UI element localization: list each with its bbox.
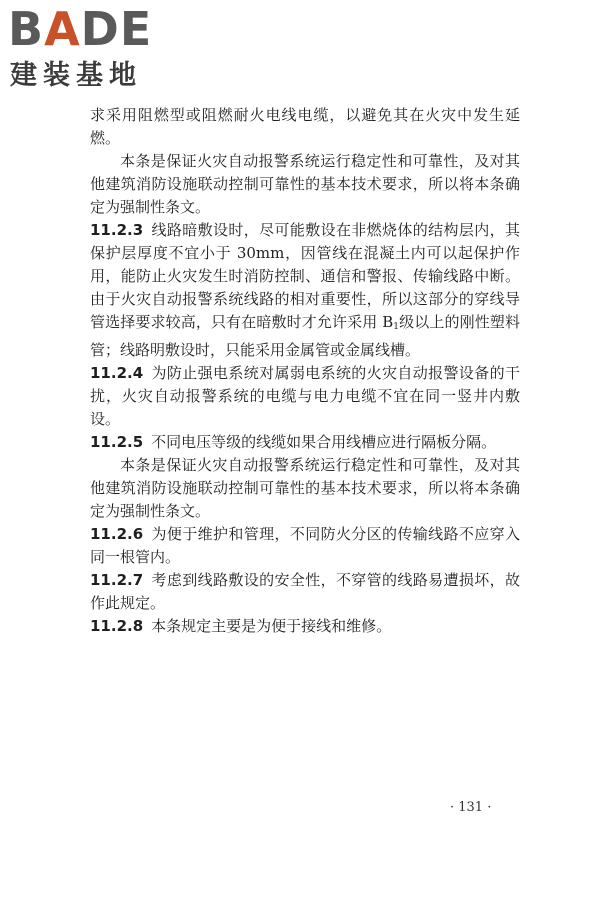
clause-number: 11.2.4 bbox=[90, 364, 144, 382]
clause-text: 不同电压等级的线缆如果合用线槽应进行隔板分隔。 bbox=[151, 433, 497, 451]
clause-number: 11.2.3 bbox=[90, 221, 144, 239]
clause-text: 线路暗敷设时，尽可能敷设在非燃烧体的结构层内，其保护层厚度不宜小于 30mm，因管线在混凝土内可以起保护作用，能防止火灾发生时消防控制、通信和警报、传输线路中断。由于火灾自动报警系统线路的相对重要性，所以这部分的穿线导管选择要求较高，只有在暗敷时才允许采用 B bbox=[90, 221, 520, 331]
clause-text: 为防止强电系统对属弱电系统的火灾自动报警设备的干扰，火灾自动报警系统的电缆与电力电缆不宜在同一竖井内敷设。 bbox=[90, 364, 520, 428]
subscript-grade: 1 bbox=[393, 322, 399, 332]
clause-text: 本条规定主要是为便于接线和维修。 bbox=[151, 617, 392, 635]
clause-number: 11.2.7 bbox=[90, 571, 144, 589]
clause-number: 11.2.6 bbox=[90, 525, 144, 543]
clause-11-2-5 bbox=[90, 431, 520, 454]
logo-wordmark bbox=[8, 4, 152, 54]
paragraph-explanation bbox=[90, 150, 520, 219]
paragraph-text: 本条是保证火灾自动报警系统运行稳定性和可靠性，及对其他建筑消防设施联动控制可靠性的基本技术要求，所以将本条确定为强制性条文。 bbox=[90, 152, 520, 216]
page-number: · 131 · bbox=[450, 800, 492, 815]
clause-number: 11.2.5 bbox=[90, 433, 144, 451]
logo-word-part2: DE bbox=[80, 2, 153, 56]
clause-11-2-6 bbox=[90, 523, 520, 569]
logo-subtitle: 建装基地 bbox=[10, 60, 142, 91]
logo-word-part1: B bbox=[8, 2, 45, 56]
paragraph-explanation bbox=[90, 454, 520, 523]
paragraph-text: 求采用阻燃型或阻燃耐火电线电缆，以避免其在火灾中发生延燃。 bbox=[90, 106, 520, 147]
document-body bbox=[90, 104, 520, 638]
clause-11-2-4 bbox=[90, 362, 520, 431]
clause-text: 为便于维护和管理，不同防火分区的传输线路不应穿入同一根管内。 bbox=[90, 525, 520, 566]
paragraph-text: 本条是保证火灾自动报警系统运行稳定性和可靠性，及对其他建筑消防设施联动控制可靠性的基本技术要求，所以将本条确定为强制性条文。 bbox=[90, 456, 520, 520]
brand-logo bbox=[8, 4, 178, 94]
clause-number: 11.2.8 bbox=[90, 617, 144, 635]
logo-word-accent: A bbox=[44, 2, 81, 56]
clause-text: 考虑到线路敷设的安全性，不穿管的线路易遭损坏，故作此规定。 bbox=[90, 571, 520, 612]
clause-11-2-8 bbox=[90, 615, 520, 638]
clause-11-2-3 bbox=[90, 219, 520, 362]
paragraph-continuation bbox=[90, 104, 520, 150]
clause-11-2-7 bbox=[90, 569, 520, 615]
clause-text-continued: 级以上的刚性塑料管；线路明敷设时，只能采用金属管或金属线槽。 bbox=[90, 313, 520, 359]
